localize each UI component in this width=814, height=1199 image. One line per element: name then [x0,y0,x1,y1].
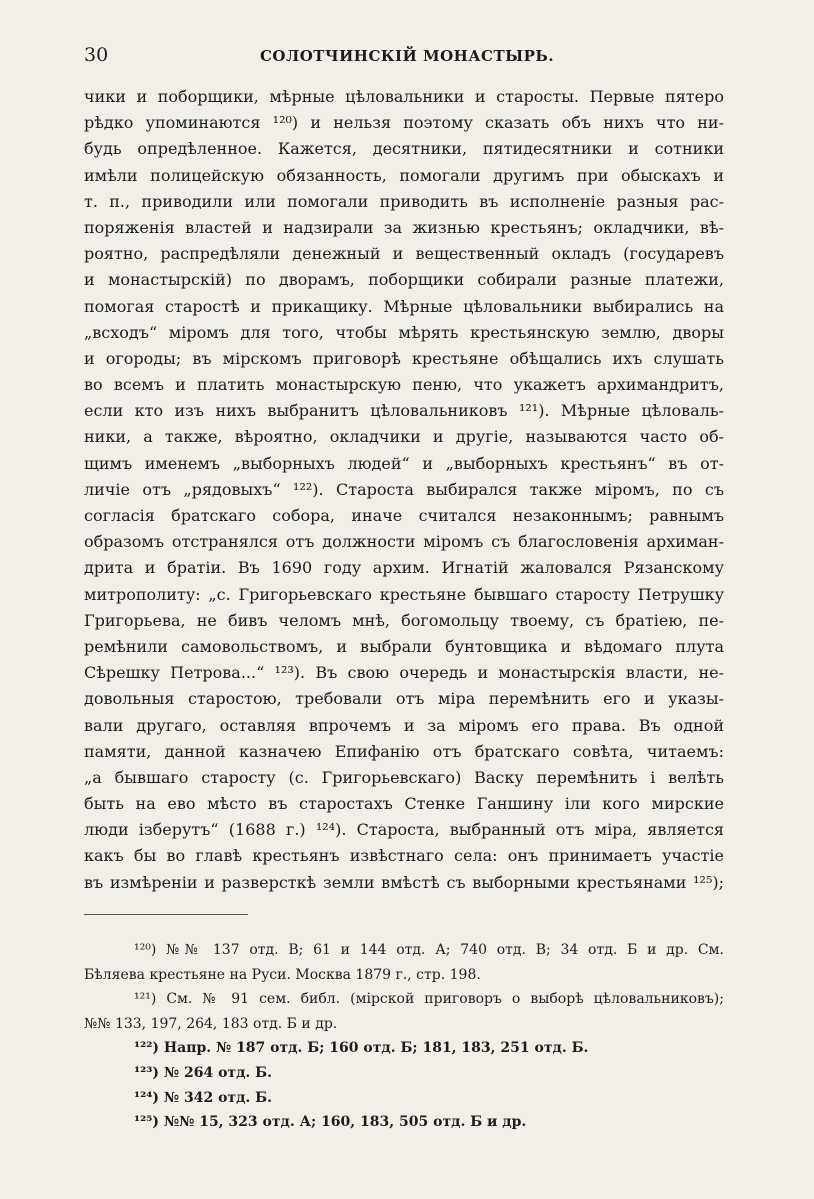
footnote-divider [84,914,248,915]
body-line: образомъ отстранялся отъ должности міромъ съ благословенія архиман- [84,532,724,552]
page-number: 30 [84,44,109,66]
footnote-line: ¹²²) Напр. № 187 отд. Б; 160 отд. Б; 181, 183, 251 отд. Б. [134,1040,589,1057]
body-line: помогая старостѣ и прикащику. Мѣрные цѣловальники выбирались на [84,296,724,316]
body-line: во всемъ и платить монастырскую пеню, что укажетъ архимандритъ, [84,375,724,395]
footnote-line: №№ 133, 197, 264, 183 отд. Б и др. [84,1015,338,1032]
body-line: митрополиту: „с. Григорьевскаго крестьяне бывшаго старосту Петрушку [84,584,724,604]
body-line: Сѣрешку Петрова...“ ¹²³). Въ свою очередь и монастырскія власти, не- [84,663,724,683]
footnote-line: Бѣляева крестьяне на Руси. Москва 1879 г., стр. 198. [84,966,481,983]
body-line: поряженія властей и надзирали за жизнью крестьянъ; окладчики, вѣ- [84,217,724,237]
body-line: роятно, распредѣляли денежный и вещественный окладъ (государевъ [84,244,724,264]
running-title: СОЛОТЧИНСКІЙ МОНАСТЫРЬ. [259,47,555,65]
footnote-line: ¹²³) № 264 отд. Б. [134,1064,273,1081]
body-line: щимъ именемъ „выборныхъ людей“ и „выборныхъ крестьянъ“ въ от- [84,453,724,473]
body-line: ремѣнили самовольствомъ, и выбрали бунтовщика и вѣдомаго плута [84,636,724,656]
body-line: и огороды; въ мірскомъ приговорѣ крестьяне обѣщались ихъ слушать [84,348,724,368]
footnote-line: ¹²¹) См. № 91 сем. библ. (мірской приговоръ о выборѣ цѣловальниковъ); [134,991,724,1008]
body-line: „а бывшаго старосту (с. Григорьевскаго) Васку перемѣнить і велѣть [84,767,724,787]
body-line: какъ бы во главѣ крестьянъ извѣстнаго села: онъ принимаетъ участіе [84,846,724,866]
body-line: рѣдко упоминаются ¹²⁰) и нельзя поэтому сказать объ нихъ что ни- [84,113,724,133]
body-line: чики и поборщики, мѣрные цѣловальники и старосты. Первые пятеро [84,87,724,106]
body-line: памяти, данной казначею Епифанію отъ братскаго совѣта, читаемъ: [84,741,724,761]
body-line: „всходъ“ міромъ для того, чтобы мѣрять крестьянскую землю, дворы [84,322,724,342]
body-text [84,84,724,896]
body-line: вали другаго, оставляя впрочемъ и за міромъ его права. Въ одной [84,715,724,735]
body-line: имѣли полицейскую обязанность, помогали другимъ при обыскахъ и [84,165,724,185]
footnote-line: ¹²⁴) № 342 отд. Б. [134,1089,273,1106]
body-line: и монастырскій) по дворамъ, поборщики собирали разные платежи, [84,270,724,290]
body-line: будь опредѣленное. Кажется, десятники, пятидесятники и сотники [84,139,724,159]
body-line: если кто изъ нихъ выбранитъ цѣловальниковъ ¹²¹). Мѣрные цѣловаль- [84,401,724,421]
body-line: люди ізберутъ“ (1688 г.) ¹²⁴). Староста, выбранный отъ міра, является [84,820,724,840]
footnotes [84,938,724,1135]
body-line: быть на ево мѣсто въ старостахъ Стенке Ганшину іли кого мирские [84,794,724,814]
body-line: личіе отъ „рядовыхъ“ ¹²²). Староста выбирался также міромъ, по съ [84,479,724,499]
body-line: дрита и братіи. Въ 1690 году архим. Игнатій жаловался Рязанскому [84,558,724,578]
body-line: согласія братскаго собора, иначе считался незаконнымъ; равнымъ [84,506,724,525]
body-line: т. п., приводили или помогали приводить въ исполненіе разныя рас- [84,191,724,211]
body-line: въ измѣреніи и разверсткѣ земли вмѣстѣ съ выборными крестьянами ¹²⁵); [84,872,724,892]
footnote-line: ¹²⁰) №№ 137 отд. В; 61 и 144 отд. А; 740 отд. В; 34 отд. Б и др. См. [134,942,724,958]
footnote-line: ¹²⁵) №№ 15, 323 отд. А; 160, 183, 505 отд. Б и др. [134,1114,527,1131]
body-line: Григорьева, не бивъ челомъ мнѣ, богомольцу твоему, съ братіею, пе- [84,610,724,630]
body-line: довольныя старостою, требовали отъ міра перемѣнить его и указы- [84,689,724,709]
body-line: ники, а также, вѣроятно, окладчики и другіе, называются часто об- [84,427,724,447]
